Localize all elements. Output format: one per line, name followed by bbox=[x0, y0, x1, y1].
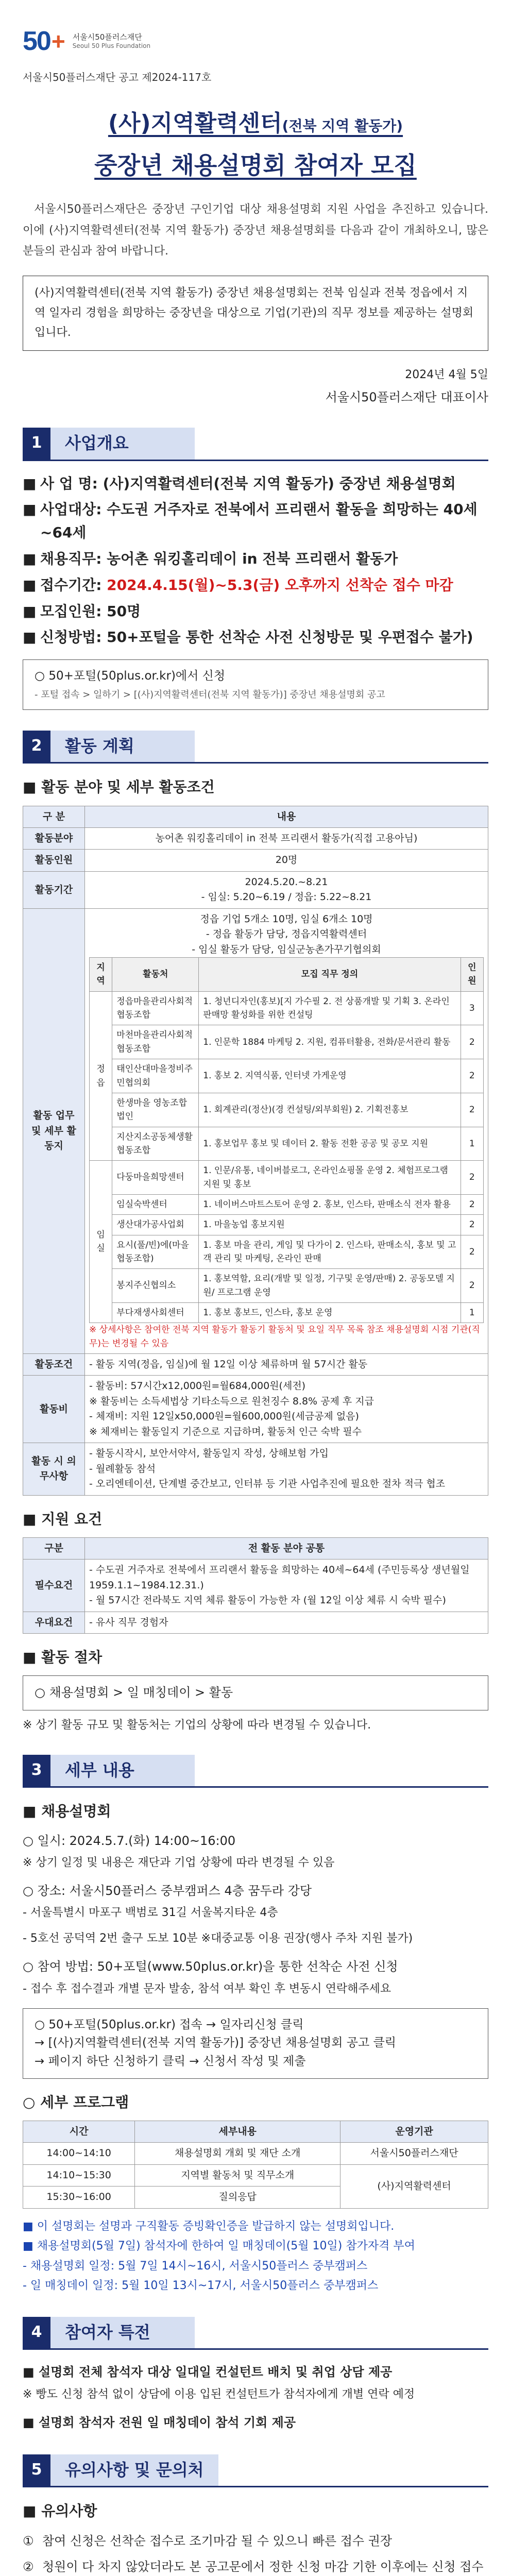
region-cell: 임실 bbox=[90, 1161, 112, 1323]
duty-note: ※ 상세사항은 참여한 전북 지역 활동가 활동기 활동처 및 요일 직무 목록 참조 채용설명회 시점 기관(직무)는 변경될 수 있음 bbox=[89, 1325, 480, 1349]
session-time: ○ 일시: 2024.5.7.(화) 14:00~16:00 bbox=[23, 1833, 236, 1848]
sub-header-activity: ■ 활동 분야 및 세부 활동조건 bbox=[23, 778, 215, 796]
col-content: 내용 bbox=[85, 806, 488, 827]
section-name: 유의사항 및 문의처 bbox=[50, 2454, 218, 2486]
requirements-table bbox=[23, 1537, 488, 1634]
overview-item bbox=[23, 574, 488, 597]
notice-item bbox=[23, 2530, 488, 2552]
row-label: 활동분야 bbox=[23, 828, 85, 850]
overview-text bbox=[40, 574, 453, 597]
duty-intro: - 임실 활동가 담당, 임실군농촌가꾸기협의회 bbox=[192, 943, 381, 955]
place-cell: 임실숙박센터 bbox=[112, 1194, 199, 1214]
section-name: 사업개요 bbox=[50, 428, 195, 460]
apply-step: → 페이지 하단 신청하기 클릭 → 신청서 작성 및 제출 bbox=[35, 2054, 306, 2068]
benefit-item: ■ 설명회 전체 참석자 대상 일대일 컨설턴트 배치 및 취업 상담 제공 bbox=[23, 2365, 393, 2380]
section-number: 4 bbox=[23, 2317, 50, 2349]
place-cell: 한생마을 영농조합법인 bbox=[112, 1093, 199, 1127]
table-row bbox=[90, 1127, 484, 1161]
row-label: 활동조건 bbox=[23, 1354, 85, 1376]
logo-number: 50 bbox=[23, 26, 50, 56]
period-detail: - 임실: 5.20~6.19 / 정읍: 5.22~8.21 bbox=[201, 891, 372, 903]
table-row bbox=[23, 2143, 488, 2164]
col-label: 구 분 bbox=[23, 806, 85, 827]
col-content: 전 활동 분야 공통 bbox=[85, 1537, 488, 1559]
time-cell: 14:00~14:10 bbox=[23, 2143, 135, 2164]
content-cell: 채용설명회 개회 및 재단 소개 bbox=[135, 2143, 340, 2164]
overview-value: 사 업 명: (사)지역활력센터(전북 지역 활동가) 중장년 채용설명회 bbox=[40, 474, 456, 492]
title-line1 bbox=[108, 106, 403, 141]
table-row bbox=[90, 1025, 484, 1059]
count-cell: 2 bbox=[461, 1093, 483, 1127]
bullet-marker: ■ bbox=[23, 550, 37, 567]
table-row bbox=[90, 1093, 484, 1127]
row-label: 우대요건 bbox=[23, 1612, 85, 1633]
duty-line: - 활동시작시, 보안서약서, 활동일지 작성, 상해보험 가입 bbox=[89, 1448, 329, 1460]
overview-item bbox=[23, 600, 488, 623]
notice-list bbox=[23, 2530, 488, 2576]
sub-header-session: ■ 채용설명회 bbox=[23, 1803, 111, 1820]
sub-header-requirements: ■ 지원 요건 bbox=[23, 1510, 103, 1528]
process-box: ○ 채용설명회 > 일 매칭데이 > 활동 bbox=[23, 1675, 488, 1710]
duty-intro: - 정읍 활동가 담당, 정읍지역활력센터 bbox=[206, 928, 367, 940]
pay-line: ※ 활동비는 소득세법상 기타소득으로 원천징수 8.8% 공제 후 지급 bbox=[89, 1395, 374, 1407]
apply-step: → [(사)지역활력센터(전북 지역 활동가)] 중장년 채용설명회 공고 클릭 bbox=[35, 2036, 396, 2050]
place-cell: 부다재생사회센터 bbox=[112, 1302, 199, 1323]
session-note: ■ 이 설명회는 설명과 구직활동 증빙확인증을 발급하지 않는 설명회입니다. bbox=[23, 2219, 395, 2233]
row-value bbox=[85, 871, 488, 908]
bullet-marker: ■ bbox=[23, 629, 37, 646]
col-task: 모집 직무 정의 bbox=[199, 958, 461, 992]
session-note: - 일 매칭데이 일정: 5월 10일 13시~17시, 서울시50플러스 중부캠퍼스 bbox=[23, 2279, 379, 2293]
row-label: 활동비 bbox=[23, 1376, 85, 1443]
program-table bbox=[23, 2121, 488, 2209]
overview-text bbox=[40, 600, 141, 623]
header bbox=[23, 21, 488, 62]
pay-line: ※ 체재비는 활동일지 기준으로 지급하며, 활동처 인근 숙박 필수 bbox=[89, 1426, 362, 1437]
region-cell: 정읍 bbox=[90, 991, 112, 1160]
notice-item bbox=[23, 2555, 488, 2576]
bullet-marker: ■ bbox=[23, 576, 37, 594]
task-cell: 1. 회계관리(정산)(경 컨설팅/외부회원) 2. 기획전홍보 bbox=[199, 1093, 461, 1127]
count-cell: 3 bbox=[461, 991, 483, 1025]
sub-header-caution: ■ 유의사항 bbox=[23, 2502, 97, 2520]
table-row bbox=[90, 1302, 484, 1323]
time-cell: 14:10~15:30 bbox=[23, 2164, 135, 2186]
table-row bbox=[90, 1059, 484, 1093]
place-cell: 생산대가공사업회 bbox=[112, 1215, 199, 1235]
row-value bbox=[85, 908, 488, 1353]
section-header-benefit bbox=[23, 2317, 488, 2350]
overview-text bbox=[40, 498, 488, 545]
row-label: 활동 시 의무사항 bbox=[23, 1443, 85, 1495]
activity-table bbox=[23, 806, 488, 1496]
row-value: - 유사 직무 경험자 bbox=[85, 1612, 488, 1633]
session-note: - 채용설명회 일정: 5월 7일 14시~16시, 서울시50플러스 중부캠퍼스 bbox=[23, 2259, 368, 2273]
process-note: ※ 상기 활동 규모 및 활동처는 기업의 상황에 따라 변경될 수 있습니다. bbox=[23, 1718, 371, 1732]
duty-table bbox=[89, 957, 484, 1323]
overview-value: 모집인원: 50명 bbox=[40, 602, 141, 620]
content-cell: 지역별 활동처 및 직무소개 bbox=[135, 2164, 340, 2186]
overview-item bbox=[23, 626, 488, 649]
col-region: 지역 bbox=[90, 958, 112, 992]
session-directions: - 5호선 공덕역 2번 출구 도보 10분 ※대중교통 이용 권장(행사 주차 지원 불가) bbox=[23, 1932, 413, 1945]
session-notes bbox=[23, 2217, 488, 2296]
notice-text: 청원이 다 차지 않았더라도 본 공고문에서 정한 신청 마감 기한 이후에는 신청 접수 bbox=[42, 2560, 484, 2574]
col-label: 구분 bbox=[23, 1537, 85, 1559]
overview-value: 접수기간: bbox=[40, 576, 107, 594]
benefit-item: ■ 설명회 참석자 전원 일 매칭데이 참석 기회 제공 bbox=[23, 2415, 296, 2430]
section-number: 3 bbox=[23, 1755, 50, 1787]
overview-text bbox=[40, 548, 398, 571]
req-line: - 수도권 거주자로 전북에서 프리랜서 활동을 희망하는 40세~64세 (주민등록상 생년월일 1959.1.1~1984.12.31.) bbox=[89, 1564, 470, 1591]
apply-link[interactable]: ○ 50+포털(50plus.or.kr)에서 신청 bbox=[35, 669, 226, 683]
apply-steps-box bbox=[23, 2008, 488, 2079]
task-cell: 1. 인문/유통, 네이버블로그, 온라인쇼핑몰 운영 2. 체험프로그램 지원 및 홍보 bbox=[199, 1161, 461, 1195]
summary-box: (사)지역활력센터(전북 지역 활동가) 중장년 채용설명회는 전북 임실과 전북 정읍에서 지역 일자리 경험을 희망하는 중장년을 대상으로 기업(기관)의 직무 정보를 제공하는 설명회입니다. bbox=[23, 276, 488, 351]
task-cell: 1. 네이버스마트스토어 운영 2. 홍보, 인스타, 판매소식 전자 활용 bbox=[199, 1194, 461, 1214]
overview-item bbox=[23, 548, 488, 571]
section-header-plan bbox=[23, 731, 488, 764]
section-name: 활동 계획 bbox=[50, 731, 195, 762]
apply-link-box bbox=[23, 659, 488, 710]
pay-line: - 활동비: 57시간x12,000원=월684,000원(세전) bbox=[89, 1380, 306, 1392]
place-cell: 요시(풀/빈)에(마을협동조합) bbox=[112, 1235, 199, 1269]
req-line: - 월 57시간 전라북도 지역 체류 활동이 가능한 자 (월 12일 이상 체류 시 숙박 필수) bbox=[89, 1595, 446, 1606]
notice-date: 2024년 4월 5일 bbox=[405, 368, 488, 381]
session-note: ■ 채용설명회(5월 7일) 참석자에 한하여 일 매칭데이(5월 10일) 참가자격 부여 bbox=[23, 2240, 415, 2253]
title-block bbox=[23, 106, 488, 184]
row-value: 농어촌 워킹홀리데이 in 전북 프리랜서 활동가(직접 고용아님) bbox=[85, 828, 488, 850]
row-label: 활동인원 bbox=[23, 850, 85, 871]
count-cell: 2 bbox=[461, 1161, 483, 1195]
pay-line: - 체재비: 지원 12일x50,000원=월600,000원(세금공제 없음) bbox=[89, 1411, 359, 1422]
session-method-note: - 접수 후 접수결과 개별 문자 발송, 참석 여부 확인 후 변동시 연락해주세요 bbox=[23, 1982, 391, 1995]
notice-marker: ② bbox=[23, 2560, 34, 2574]
duty-line: - 월례활동 참석 bbox=[89, 1463, 156, 1475]
deadline-highlight: 2024.4.15(월)~5.3(금) 오후까지 선착순 접수 마감 bbox=[107, 576, 453, 594]
overview-value: 사업대상: 수도권 거주자로 전북에서 프리랜서 활동을 희망하는 40세~64세 bbox=[40, 501, 478, 541]
time-cell: 15:30~16:00 bbox=[23, 2187, 135, 2208]
place-cell: 정읍마을관리사회적협동조합 bbox=[112, 991, 199, 1025]
task-cell: 1. 홍보역할, 요리(개발 및 일정, 기구및 운영/판매) 2. 공동모델 지원/ 프로그램 운영 bbox=[199, 1269, 461, 1303]
place-cell: 태인산대마을정비주민협의회 bbox=[112, 1059, 199, 1093]
overview-value: 채용직무: 농어촌 워킹홀리데이 in 전북 프리랜서 활동가 bbox=[40, 550, 398, 567]
place-cell: 지산지소공동체생활협동조합 bbox=[112, 1127, 199, 1161]
row-label: 활동기간 bbox=[23, 871, 85, 908]
row-value: 20명 bbox=[85, 850, 488, 871]
count-cell: 2 bbox=[461, 1235, 483, 1269]
task-cell: 1. 마을농업 홍보지원 bbox=[199, 1215, 461, 1235]
table-row bbox=[90, 991, 484, 1025]
task-cell: 1. 홍보업무 홍보 및 데이터 2. 활동 전환 공공 및 공모 지원 bbox=[199, 1127, 461, 1161]
table-row bbox=[90, 1235, 484, 1269]
row-value bbox=[85, 1443, 488, 1495]
section-number: 2 bbox=[23, 731, 50, 762]
task-cell: 1. 청년디자인(홍보)[지 가수필 2. 전 상품개발 및 기획 3. 온라인 판매망 활성화를 위한 컨설팅 bbox=[199, 991, 461, 1025]
foundation-logo bbox=[23, 21, 65, 62]
bullet-marker: ■ bbox=[23, 501, 37, 518]
period-range: 2024.5.20.~8.21 bbox=[245, 876, 328, 888]
col-place: 활동처 bbox=[112, 958, 199, 992]
count-cell: 2 bbox=[461, 1025, 483, 1059]
table-row bbox=[90, 1269, 484, 1303]
section-name: 참여자 특전 bbox=[50, 2317, 195, 2349]
count-cell: 2 bbox=[461, 1059, 483, 1093]
count-cell: 2 bbox=[461, 1269, 483, 1303]
col-time: 시간 bbox=[23, 2121, 135, 2143]
sub-header-program: ○ 세부 프로그램 bbox=[23, 2093, 129, 2111]
logo-text bbox=[73, 32, 150, 50]
place-cell: 다둥마을희망센터 bbox=[112, 1161, 199, 1195]
title-org: (사)지역활력센터 bbox=[108, 110, 282, 137]
table-row bbox=[23, 2164, 488, 2186]
section-name: 세부 내용 bbox=[50, 1755, 195, 1787]
title-org-sub: (전북 지역 활동가) bbox=[282, 117, 403, 134]
intro-text: 서울시50플러스재단은 중장년 구인기업 대상 채용설명회 지원 사업을 추진하고 있습니다. 이에 (사)지역활력센터(전북 지역 활동가) 중장년 채용설명회를 다음과 같이 개최하오니, 많은 분들의 관심과 참여 바랍니다. bbox=[23, 203, 488, 258]
doc-number: 서울시50플러스재단 공고 제2024-117호 bbox=[23, 71, 212, 83]
row-label: 활동 업무 및 세부 활동지 bbox=[23, 908, 85, 1353]
org-name-ko: 서울시50플러스재단 bbox=[72, 32, 142, 42]
row-value bbox=[85, 1560, 488, 1612]
bullet-marker: ■ bbox=[23, 602, 37, 620]
duty-intro: 정읍 기업 5개소 10명, 임실 6개소 10명 bbox=[200, 913, 373, 925]
apply-path: - 포털 접속 > 일하기 > [(사)지역활력센터(전북 지역 활동가)] 중장년 채용설명회 공고 bbox=[35, 689, 385, 700]
count-cell: 1 bbox=[461, 1127, 483, 1161]
count-cell: 2 bbox=[461, 1215, 483, 1235]
col-count: 인원 bbox=[461, 958, 483, 992]
session-address: - 서울특별시 마포구 백범로 31길 서울복지타운 4층 bbox=[23, 1906, 278, 1920]
org-cell: (사)지역활력센터 bbox=[340, 2164, 488, 2208]
section-header-detail bbox=[23, 1755, 488, 1788]
section-header-overview bbox=[23, 428, 488, 461]
session-method: ○ 참여 방법: 50+포털(www.50plus.or.kr)을 통한 선착순 사전 신청 bbox=[23, 1959, 398, 1974]
section-header-notice bbox=[23, 2454, 488, 2488]
page-title: 중장년 채용설명회 참여자 모집 bbox=[94, 151, 417, 179]
overview-text bbox=[40, 626, 473, 649]
overview-text bbox=[40, 472, 456, 496]
notice-text: 참여 신청은 선착순 접수로 조기마감 될 수 있으니 빠른 접수 권장 bbox=[42, 2533, 393, 2548]
overview-item bbox=[23, 472, 488, 496]
apply-step[interactable]: ○ 50+포털(50plus.or.kr) 접속 → 일자리신청 클릭 bbox=[35, 2018, 304, 2031]
overview-value: 신청방법: 50+포털을 통한 선착순 사전 신청방문 및 우편접수 불가) bbox=[40, 629, 473, 646]
overview-item bbox=[23, 498, 488, 545]
org-cell: 서울시50플러스재단 bbox=[340, 2143, 488, 2164]
row-label: 필수요건 bbox=[23, 1560, 85, 1612]
content-cell: 질의응답 bbox=[135, 2187, 340, 2208]
duty-line: - 오리엔테이션, 단계별 중간보고, 인터뷰 등 기관 사업추진에 필요한 절차 적극 협조 bbox=[89, 1478, 446, 1490]
bullet-marker: ■ bbox=[23, 474, 37, 492]
table-row bbox=[90, 1215, 484, 1235]
org-name-en: Seoul 50 Plus Foundation bbox=[72, 42, 151, 50]
place-cell: 마천마을관리사회적협동조합 bbox=[112, 1025, 199, 1059]
overview-list bbox=[23, 472, 488, 650]
row-value: - 활동 지역(정읍, 임실)에 월 12일 이상 체류하며 월 57시간 활동 bbox=[85, 1354, 488, 1376]
table-row bbox=[90, 1161, 484, 1195]
session-place: ○ 장소: 서울시50플러스 중부캠퍼스 4층 꿈두라 강당 bbox=[23, 1884, 312, 1899]
notice-marker: ① bbox=[23, 2533, 34, 2548]
task-cell: 1. 홍보 마을 관리, 게임 및 다가이 2. 인스타, 판매소식, 홍보 및 고객 관리 및 마케팅, 온라인 판매 bbox=[199, 1235, 461, 1269]
signer: 서울시50플러스재단 대표이사 bbox=[325, 389, 488, 404]
row-value bbox=[85, 1376, 488, 1443]
task-cell: 1. 홍보 2. 지역식품, 인터넷 가게운영 bbox=[199, 1059, 461, 1093]
sub-header-process: ■ 활동 절차 bbox=[23, 1649, 103, 1666]
logo-plus: + bbox=[51, 27, 65, 55]
count-cell: 1 bbox=[461, 1302, 483, 1323]
task-cell: 1. 홍보 홍보드, 인스타, 홍보 운영 bbox=[199, 1302, 461, 1323]
col-content: 세부내용 bbox=[135, 2121, 340, 2143]
task-cell: 1. 인문학 1884 마케팅 2. 지원, 컴퓨터활용, 전화/문서관리 활동 bbox=[199, 1025, 461, 1059]
table-row bbox=[90, 1194, 484, 1214]
benefit-note: ※ 빵도 신청 참석 없이 상담에 이용 입된 컨설턴트가 참석자에게 개별 연락 예정 bbox=[23, 2387, 415, 2401]
count-cell: 2 bbox=[461, 1194, 483, 1214]
place-cell: 봉지주신협의소 bbox=[112, 1269, 199, 1303]
section-number: 1 bbox=[23, 428, 50, 460]
col-org: 운영기관 bbox=[340, 2121, 488, 2143]
section-number: 5 bbox=[23, 2454, 50, 2486]
session-time-note: ※ 상기 일정 및 내용은 재단과 기업 상황에 따라 변경될 수 있음 bbox=[23, 1856, 335, 1869]
